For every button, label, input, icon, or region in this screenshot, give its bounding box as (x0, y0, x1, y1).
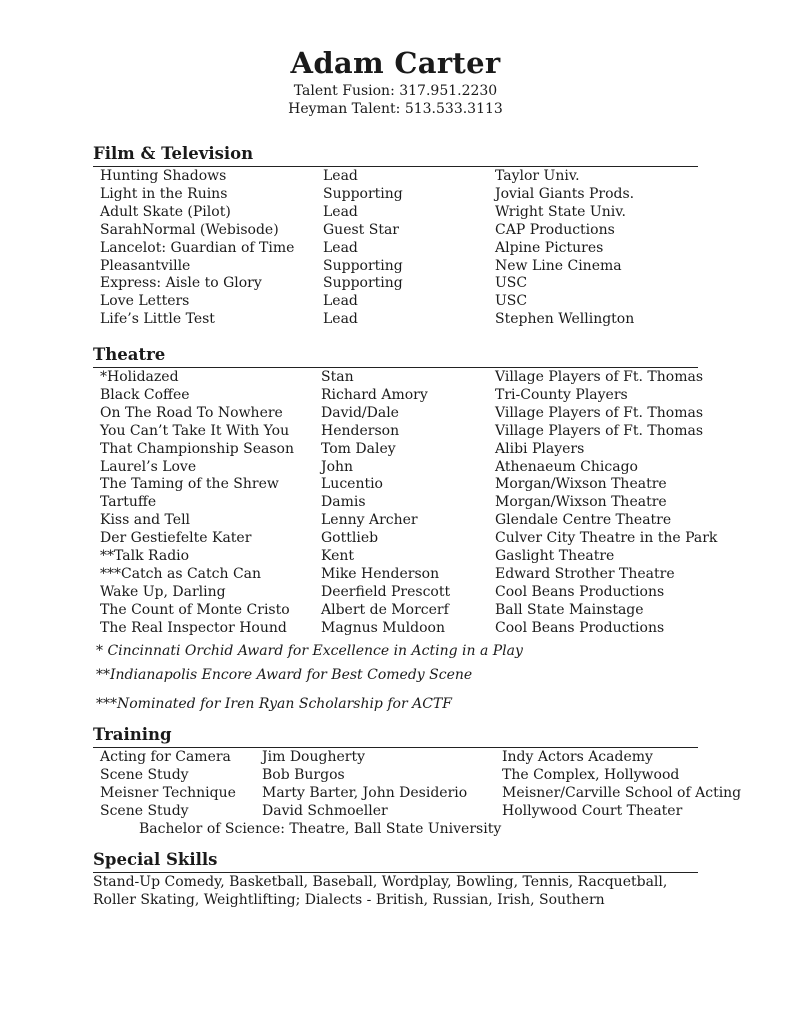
theatre-row-company: Ball State Mainstage (495, 601, 644, 618)
theatre-row-role: Henderson (321, 422, 400, 439)
training-row-title: Meisner Technique (100, 784, 236, 801)
training-row-role: Bob Burgos (262, 766, 345, 783)
film-row-title: Adult Skate (Pilot) (100, 203, 231, 220)
film-row-role: Lead (323, 168, 358, 184)
training-row-role: Jim Dougherty (262, 749, 365, 765)
film-row-company: Taylor Univ. (495, 168, 580, 184)
film-row-company: CAP Productions (495, 221, 615, 238)
theatre-row-role: Stan (321, 369, 354, 385)
theatre-row-title: The Taming of the Shrew (100, 476, 279, 493)
film-row-role: Supporting (323, 185, 403, 202)
award-note-1: * Cincinnati Orchid Award for Excellence in Acting in a Play (96, 643, 523, 659)
theatre-row-role: Magnus Muldoon (321, 619, 445, 636)
theatre-row-role: Albert de Morcerf (321, 601, 449, 618)
training-row-role: Marty Barter, John Desiderio (262, 784, 468, 801)
film-row-title: Love Letters (100, 293, 190, 310)
theatre-row-title: The Real Inspector Hound (100, 619, 287, 636)
film-row-company: USC (495, 293, 528, 310)
theatre-row-title: The Count of Monte Cristo (100, 601, 290, 618)
theatre-row-company: Village Players of Ft. Thomas (495, 369, 703, 385)
theatre-row-title: You Can’t Take It With You (100, 422, 290, 439)
theatre-row-title: That Championship Season (100, 440, 294, 457)
film-row-company: Wright State Univ. (495, 203, 626, 220)
theatre-row-company: Glendale Centre Theatre (495, 512, 672, 529)
film-row-role: Supporting (323, 257, 403, 274)
film-row-title: SarahNormal (Webisode) (100, 221, 279, 238)
film-row-company: Stephen Wellington (495, 311, 635, 328)
section-title-skills: Special Skills (93, 850, 218, 869)
section-title-training: Training (93, 725, 172, 744)
theatre-row-company: Alibi Players (495, 440, 585, 457)
theatre-row-title: *Holidazed (100, 369, 179, 385)
skills-line-1: Stand-Up Comedy, Basketball, Baseball, Wordplay, Bowling, Tennis, Racquetball, (93, 874, 668, 890)
training-row-title: Scene Study (100, 766, 189, 783)
film-row-role: Lead (323, 293, 358, 310)
theatre-row-title: Tartuffe (100, 494, 157, 511)
film-row-role: Lead (323, 203, 358, 220)
training-row-company: Indy Actors Academy (502, 749, 653, 765)
theatre-row-company: Culver City Theatre in the Park (495, 530, 718, 547)
degree-line: Bachelor of Science: Theatre, Ball State University (139, 821, 502, 837)
training-row-role: David Schmoeller (262, 802, 388, 819)
theatre-row-role: Lucentio (321, 476, 383, 493)
film-row-role: Lead (323, 311, 358, 328)
film-row-role: Lead (323, 239, 358, 256)
theatre-row-company: Athenaeum Chicago (495, 458, 638, 475)
film-row-company: Alpine Pictures (495, 239, 604, 256)
resume-name: Adam Carter (290, 46, 501, 80)
theatre-row-title: Kiss and Tell (100, 512, 191, 529)
theatre-row-role: Damis (321, 494, 366, 511)
agent-contact-1: Talent Fusion: 317.951.2230 (293, 83, 498, 99)
film-row-title: Lancelot: Guardian of Time (100, 239, 295, 256)
film-row-role: Supporting (323, 275, 403, 292)
theatre-row-title: On The Road To Nowhere (100, 404, 283, 421)
theatre-row-role: Richard Amory (321, 386, 428, 403)
film-row-title: Express: Aisle to Glory (100, 275, 262, 292)
training-row-company: The Complex, Hollywood (502, 766, 680, 783)
theatre-row-role: Tom Daley (321, 440, 396, 457)
theatre-row-title: Black Coffee (100, 386, 190, 403)
theatre-row-title: Der Gestiefelte Kater (100, 530, 252, 547)
theatre-row-role: Mike Henderson (321, 565, 440, 582)
skills-line-2: Roller Skating, Weightlifting; Dialects - British, Russian, Irish, Southern (93, 892, 605, 908)
theatre-row-company: Edward Strother Theatre (495, 565, 675, 582)
theatre-row-company: Village Players of Ft. Thomas (495, 422, 703, 439)
theatre-row-title: **Talk Radio (100, 548, 190, 564)
award-note-3: ***Nominated for Iren Ryan Scholarship for ACTF (96, 696, 452, 712)
theatre-row-company: Morgan/Wixson Theatre (495, 476, 667, 493)
film-row-company: New Line Cinema (495, 257, 622, 274)
theatre-row-company: Cool Beans Productions (495, 619, 665, 636)
training-row-title: Acting for Camera (100, 749, 231, 765)
section-title-film-tv: Film & Television (93, 144, 254, 163)
theatre-row-title: Wake Up, Darling (100, 583, 226, 600)
theatre-row-role: John (321, 458, 354, 475)
theatre-row-role: David/Dale (321, 404, 399, 421)
training-row-title: Scene Study (100, 802, 189, 819)
film-row-company: USC (495, 275, 528, 292)
theatre-row-company: Village Players of Ft. Thomas (495, 404, 703, 421)
film-row-title: Light in the Ruins (100, 185, 228, 202)
training-row-company: Meisner/Carville School of Acting (502, 784, 742, 801)
film-row-company: Jovial Giants Prods. (495, 185, 635, 202)
theatre-row-title: Laurel’s Love (100, 458, 197, 475)
theatre-row-company: Cool Beans Productions (495, 583, 665, 600)
section-title-theatre: Theatre (93, 345, 166, 364)
film-row-role: Guest Star (323, 221, 400, 238)
film-row-title: Life’s Little Test (100, 311, 215, 328)
award-note-2: **Indianapolis Encore Award for Best Comedy Scene (96, 667, 473, 683)
theatre-row-company: Tri-County Players (495, 386, 628, 403)
film-row-title: Pleasantville (100, 257, 191, 274)
theatre-row-role: Gottlieb (321, 530, 379, 547)
film-row-title: Hunting Shadows (100, 168, 227, 184)
theatre-row-company: Morgan/Wixson Theatre (495, 494, 667, 511)
training-row-company: Hollywood Court Theater (502, 802, 683, 819)
agent-contact-2: Heyman Talent: 513.533.3113 (288, 101, 503, 117)
theatre-row-company: Gaslight Theatre (495, 548, 615, 564)
theatre-row-role: Lenny Archer (321, 512, 418, 529)
theatre-row-role: Deerfield Prescott (321, 583, 451, 600)
theatre-row-role: Kent (321, 548, 355, 564)
theatre-row-title: ***Catch as Catch Can (100, 565, 262, 582)
